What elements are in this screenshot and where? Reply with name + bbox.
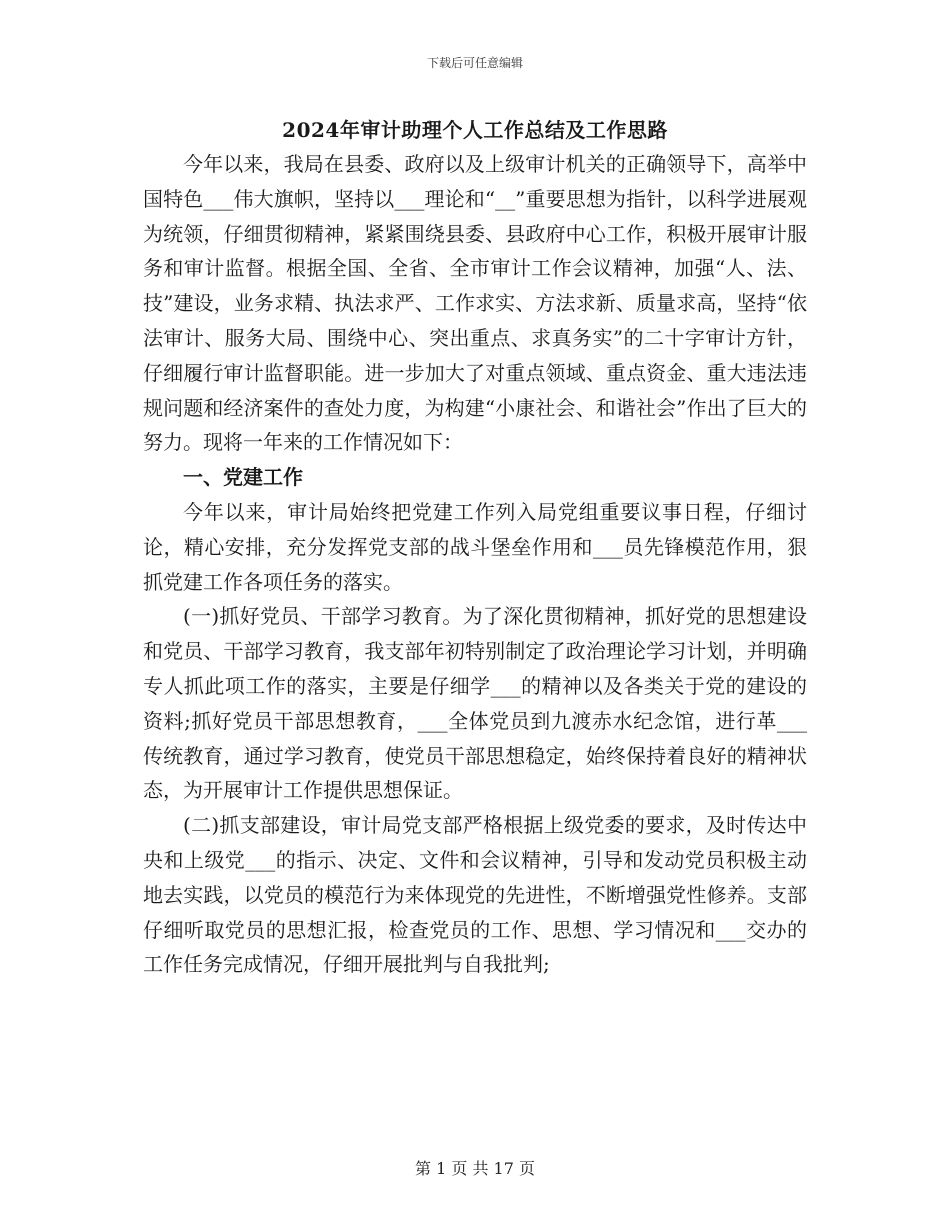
section-paragraph: 今年以来，审计局始终把党建工作列入局党组重要议事日程，仔细讨论，精心安排，充分发挥党支部的战斗堡垒作用和___员先锋模范作用，狠抓党建工作各项任务的落实。 (143, 499, 807, 594)
document-title: 2024年审计助理个人工作总结及工作思路 (282, 118, 668, 142)
document-body (143, 147, 807, 982)
subsection-paragraph-1: (一)抓好党员、干部学习教育。为了深化贯彻精神，抓好党的思想建设和党员、干部学习教育，我支部年初特别制定了政治理论学习计划，并明确专人抓此项工作的落实，主要是仔细学___的精神以及各类关于党的建设的资料;抓好党员干部思想教育，___全体党员到九渡赤水纪念馆，进行革___传统教育，通过学习教育，使党员干部思想稳定，始终保持着良好的精神状态，为开展审计工作提供思想保证。 (143, 604, 807, 803)
subsection-paragraph-2: (二)抓支部建设，审计局党支部严格根据上级党委的要求，及时传达中央和上级党___的指示、决定、文件和会议精神，引导和发动党员积极主动地去实践，以党员的模范行为来体现党的先进性，不断增强党性修养。支部仔细听取党员的思想汇报，检查党员的工作、思想、学习情况和___交办的工作任务完成情况，仔细开展批判与自我批判; (143, 813, 807, 977)
section-heading: 一、党建工作 (183, 465, 303, 490)
header-note: 下载后可任意编辑 (426, 56, 523, 70)
page-number: 第 1 页 共 17 页 (415, 1159, 535, 1178)
intro-paragraph: 今年以来，我局在县委、政府以及上级审计机关的正确领导下，高举中国特色___伟大旗帜，坚持以___理论和“__”重要思想为指针，以科学进展观为统领，仔细贯彻精神，紧紧围绕县委、县政府中心工作，积极开展审计服务和审计监督。根据全国、全省、全市审计工作会议精神，加强“人、法、技”建设，业务求精、执法求严、工作求实、方法求新、质量求高，坚持“依法审计、服务大局、围绕中心、突出重点、求真务实”的二十字审计方针，仔细履行审计监督职能。进一步加大了对重点领域、重点资金、重大违法违规问题和经济案件的查处力度，为构建“小康社会、和谐社会”作出了巨大的努力。现将一年来的工作情况如下： (143, 152, 807, 455)
